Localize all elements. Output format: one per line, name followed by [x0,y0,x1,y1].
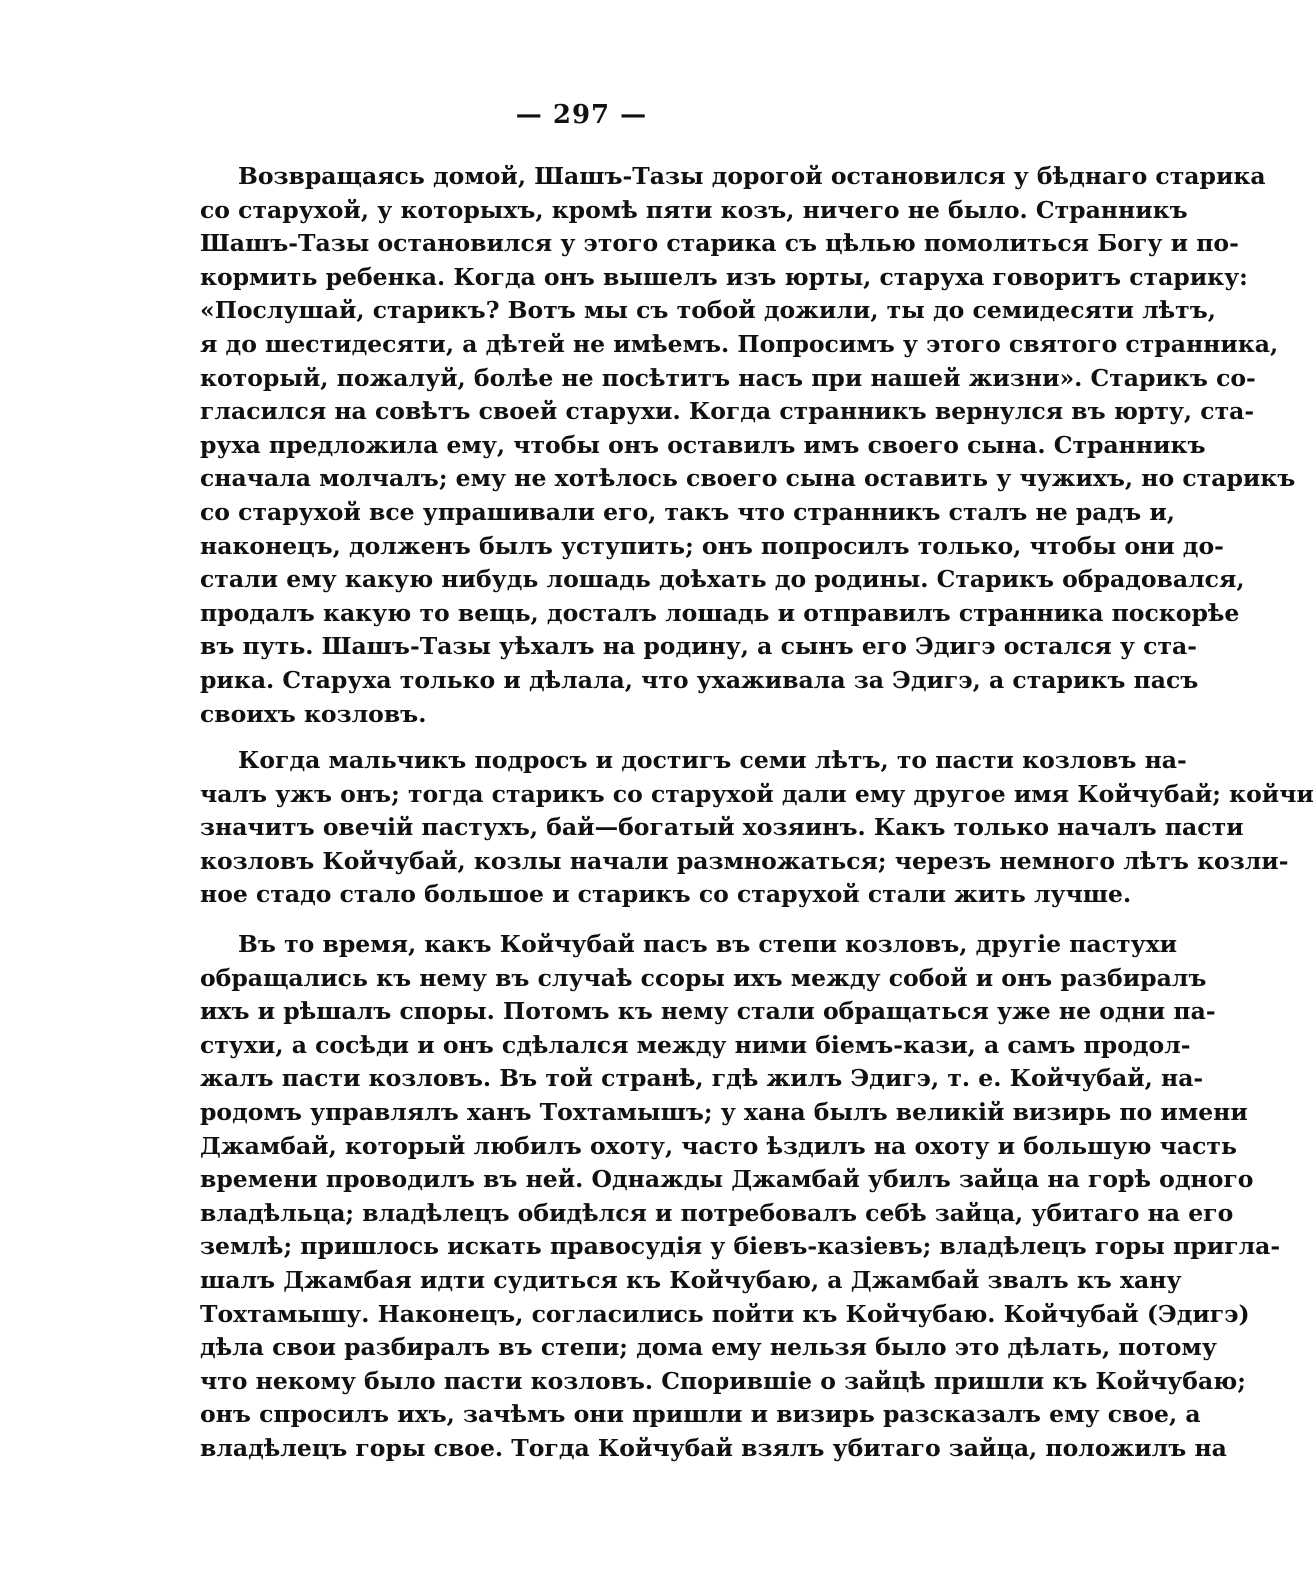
text-line: Шашъ-Тазы остановился у этого старика съ цѣлью помолиться Богу и по- [200,229,1239,258]
text-line: времени проводилъ въ ней. Однажды Джамбай убилъ зайца на горѣ одного [200,1165,1254,1194]
text-line: руха предложила ему, чтобы онъ оставилъ имъ своего сына. Странникъ [200,430,1206,459]
text-line: родомъ управлялъ ханъ Тохтамышъ; у хана былъ великій визирь по имени [200,1098,1248,1126]
text-line: ихъ и рѣшалъ споры. Потомъ къ нему стали обращаться уже не одни па- [200,997,1216,1026]
page-number: — 297 — [515,100,648,130]
text-line: козловъ Койчубай, козлы начали размножаться; черезъ немного лѣтъ козли- [200,846,1289,875]
text-line: Возвращаясь домой, Шашъ-Тазы дорогой остановился у бѣднаго старика [238,162,1266,190]
text-line: «Послушай, старикъ? Вотъ мы съ тобой дожили, ты до семидесяти лѣтъ, [200,296,1216,325]
text-line: стухи, а сосѣди и онъ сдѣлался между ними біемъ-кази, а самъ продол- [200,1030,1191,1059]
text-line: рика. Старуха только и дѣлала, что ухаживала за Эдигэ, а старикъ пасъ [200,666,1199,694]
text-line: дѣла свои разбиралъ въ степи; дома ему нельзя было это дѣлать, потому [200,1333,1217,1362]
text-line: значитъ овечій пастухъ, бай—богатый хозяинъ. Какъ только началъ пасти [200,813,1244,842]
text-line: я до шестидесяти, а дѣтей не имѣемъ. Попросимъ у этого святого странника, [200,330,1279,358]
text-line: ное стадо стало большое и старикъ со старухой стали жить лучше. [200,880,1132,909]
text-line: обращались къ нему въ случаѣ ссоры ихъ между собой и онъ разбиралъ [200,963,1207,992]
text-line: Тохтамышу. Наконецъ, согласились пойти къ Койчубаю. Койчубай (Эдигэ) [200,1299,1250,1328]
text-line: сначала молчалъ; ему не хотѣлось своего сына оставить у чужихъ, но старикъ [200,464,1296,493]
text-line: владѣлецъ горы свое. Тогда Койчубай взялъ убитаго зайца, положилъ на [200,1434,1227,1462]
text-line: Въ то время, какъ Койчубай пасъ въ степи козловъ, другіе пастухи [238,930,1178,958]
text-line: что некому было пасти козловъ. Спорившіе о зайцѣ пришли къ Койчубаю; [200,1366,1246,1395]
text-line: который, пожалуй, болѣе не посѣтитъ насъ при нашей жизни». Старикъ со- [200,363,1256,392]
text-line: со старухой все упрашивали его, такъ что странникъ сталъ не радъ и, [200,498,1175,526]
text-line: шалъ Джамбая идти судиться къ Койчубаю, а Джамбай звалъ къ хану [200,1266,1182,1294]
text-line: кормить ребенка. Когда онъ вышелъ изъ юрты, старуха говоритъ старику: [200,262,1248,291]
text-line: онъ спросилъ ихъ, зачѣмъ они пришли и визирь разсказалъ ему свое, а [200,1400,1201,1429]
text-line: продалъ какую то вещь, досталъ лошадь и отправилъ странника поскорѣе [200,598,1240,627]
text-line: въ путь. Шашъ-Тазы уѣхалъ на родину, а сынъ его Эдигэ остался у ста- [200,632,1197,661]
text-line: своихъ козловъ. [200,699,427,728]
text-line: землѣ; пришлось искать правосудія у біевъ-казіевъ; владѣлецъ горы пригла- [200,1232,1281,1261]
text-line: владѣльца; владѣлецъ обидѣлся и потребовалъ себѣ зайца, убитаго на его [200,1198,1234,1227]
text-line: Джамбай, который любилъ охоту, часто ѣздилъ на охоту и большую часть [200,1131,1237,1160]
text-line: гласился на совѣтъ своей старухи. Когда странникъ вернулся въ юрту, ста- [200,397,1255,426]
text-line: Когда мальчикъ подросъ и достигъ семи лѣтъ, то пасти козловъ на- [238,746,1187,774]
text-line: наконецъ, долженъ былъ уступить; онъ попросилъ только, чтобы они до- [200,531,1224,560]
text-line: со старухой, у которыхъ, кромѣ пяти козъ, ничего не было. Странникъ [200,195,1188,224]
text-line: жалъ пасти козловъ. Въ той странѣ, гдѣ жилъ Эдигэ, т. е. Койчубай, на- [200,1064,1204,1093]
text-line: стали ему какую нибудь лошадь доѣхать до родины. Старикъ обрадовался, [200,565,1245,594]
text-line: чалъ ужъ онъ; тогда старикъ со старухой дали ему другое имя Койчубай; койчи [200,779,1314,808]
